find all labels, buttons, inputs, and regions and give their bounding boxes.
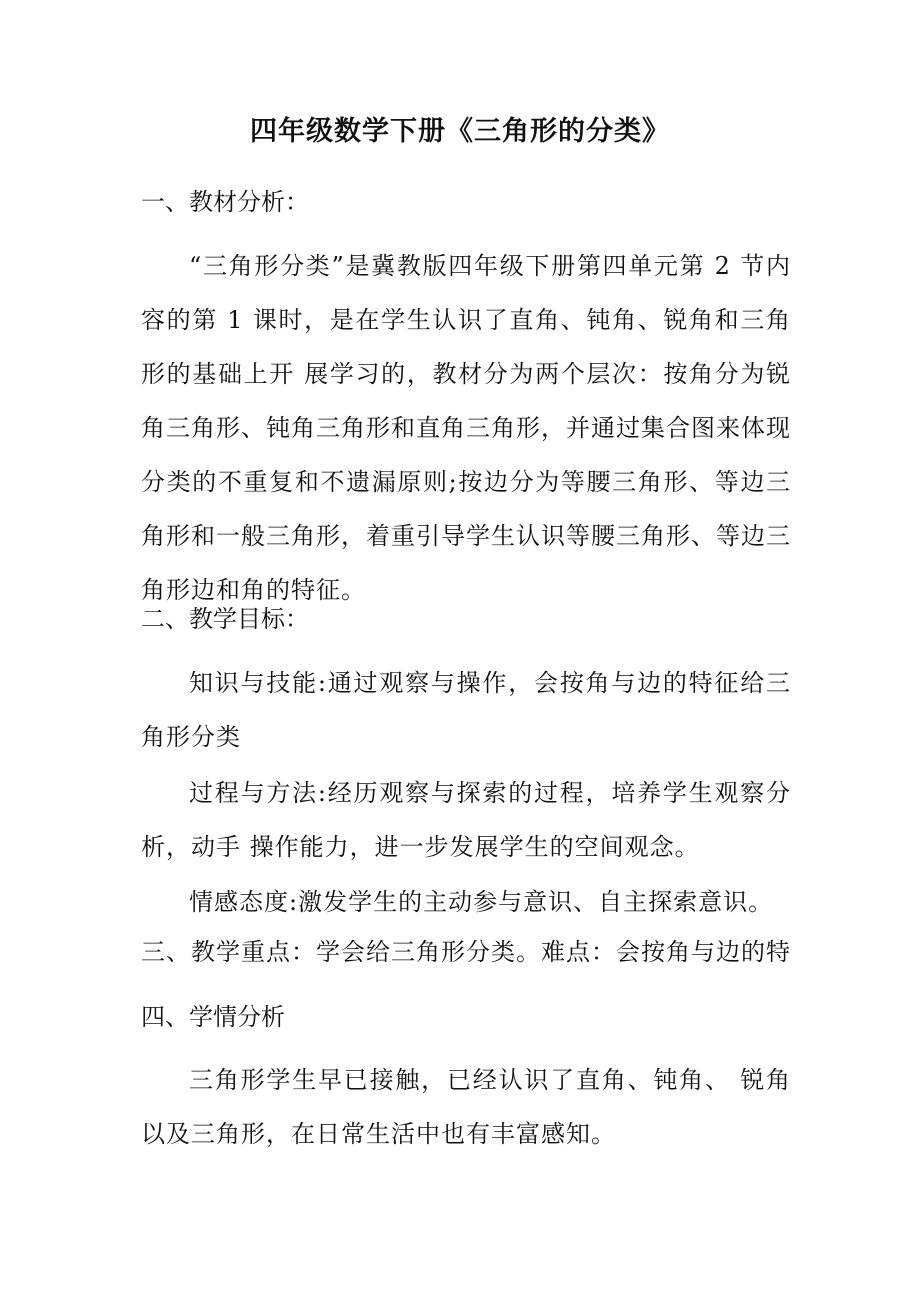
section-heading-materials: 一、教材分析： xyxy=(141,188,309,216)
materials-paragraph: “三角形分类”是冀教版四年级下册第四单元第 2 节内容的第 1 课时，是在学生认识了直角、钝角、锐角和三角形的基础上开 展学习的，教材分为两个层次：按角分为锐角三角形、钝角三角形和直角三角形，并通过集合图来体现分类的不重复和不遗漏原则;按边分为等腰三角形、等边三角形和一般三角形，着重引导学生认识等腰三角形、等边三角形边和角的特征。 xyxy=(141,252,791,604)
objective-knowledge: 知识与技能:通过观察与操作，会按角与边的特征给三角形分类 xyxy=(141,669,791,751)
section-heading-objectives: 二、教学目标： xyxy=(141,605,309,633)
section-heading-learner-analysis: 四、学情分析 xyxy=(141,1003,285,1031)
objective-process: 过程与方法:经历观察与探索的过程，培养学生观察分析，动手 操作能力，进一步发展学生的空间观念。 xyxy=(141,779,791,861)
document-title: 四年级数学下册《三角形的分类》 xyxy=(250,116,670,147)
objective-attitude: 情感态度:激发学生的主动参与意识、自主探索意识。 xyxy=(189,888,774,916)
section-key-points: 三、教学重点：学会给三角形分类。难点：会按角与边的特 xyxy=(141,938,791,966)
learner-analysis-paragraph: 三角形学生早已接触，已经认识了直角、钝角、 锐角以及三角形，在日常生活中也有丰富感知。 xyxy=(141,1066,791,1148)
